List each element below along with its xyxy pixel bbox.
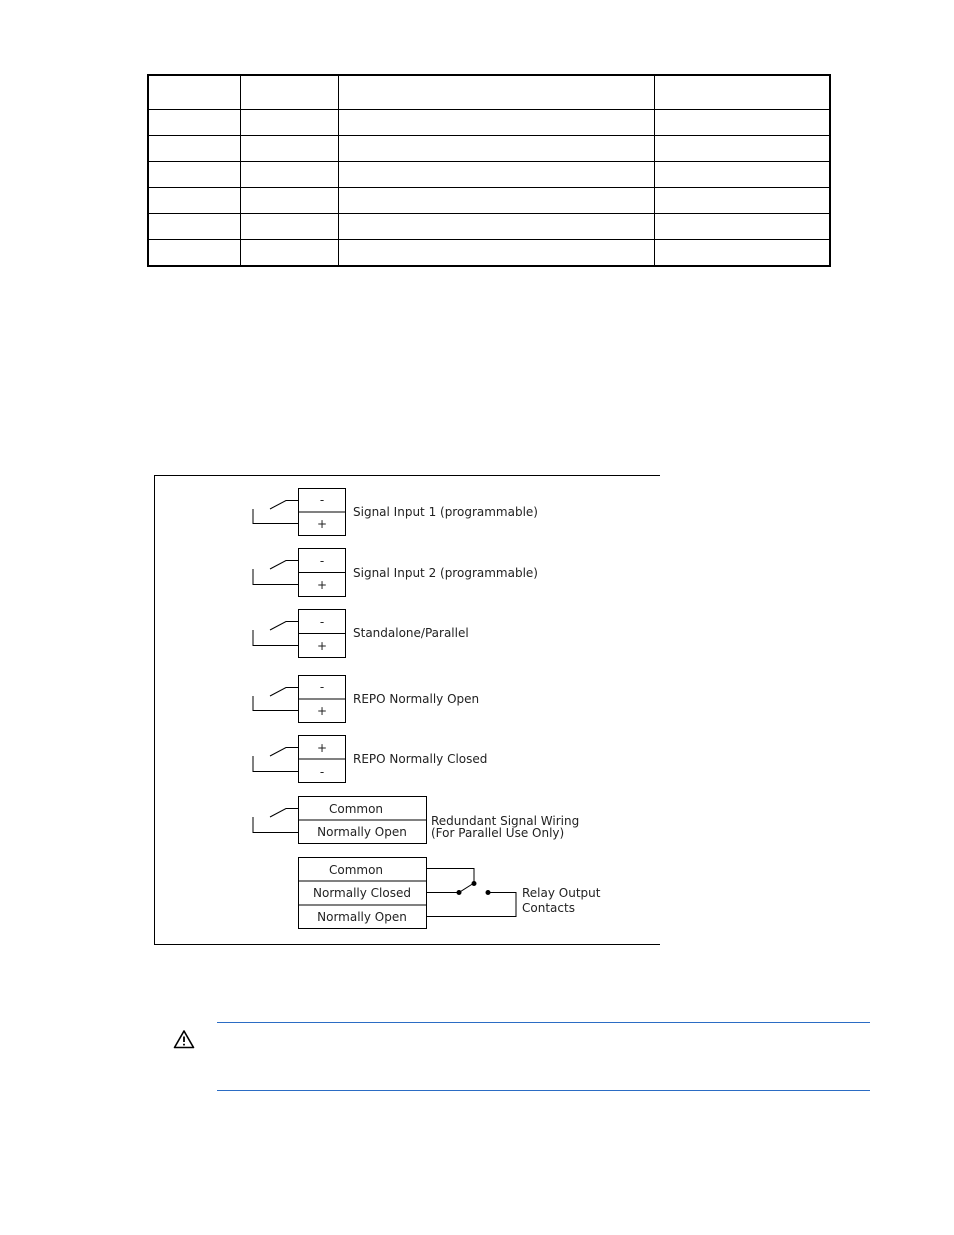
terminal-top-sign: -: [319, 615, 325, 629]
relay-normally-closed-label: Normally Closed: [313, 886, 411, 900]
terminal-label: Signal Input 1 (programmable): [353, 505, 538, 519]
relay-common-label: Common: [328, 863, 384, 877]
terminal-top-label: Common: [328, 802, 384, 816]
terminal-bottom-sign: +: [316, 517, 328, 531]
redundant-label-line1: Redundant Signal Wiring: [431, 814, 580, 828]
relay-normally-open-label: Normally Open: [317, 910, 407, 924]
diagram-frame: [155, 476, 661, 945]
terminal-top-sign: -: [319, 680, 325, 694]
redundant-label-line2: (For Parallel Use Only): [431, 826, 565, 840]
repo-normally-open-terminal: [253, 676, 479, 723]
terminal-label: REPO Normally Open: [353, 692, 480, 706]
redundant-signal-terminal: [253, 797, 579, 844]
terminal-bottom-sign: +: [316, 578, 328, 592]
terminal-top-sign: +: [316, 741, 328, 755]
relay-label-line2: Contacts: [522, 901, 575, 915]
terminal-label: Signal Input 2 (programmable): [353, 566, 538, 580]
caution-top-rule: [217, 1022, 870, 1023]
warning-triangle-icon: [173, 1029, 195, 1049]
relay-output-terminal: [299, 858, 601, 929]
terminal-bottom-label: Normally Open: [317, 825, 407, 839]
terminal-label: Standalone/Parallel: [353, 626, 469, 640]
terminal-bottom-sign: +: [316, 639, 328, 653]
signal-input-1-terminal: [253, 489, 538, 536]
repo-normally-closed-terminal: [253, 736, 487, 783]
caution-bottom-rule: [217, 1090, 870, 1091]
terminal-top-sign: -: [319, 554, 325, 568]
standalone-parallel-terminal: [253, 610, 469, 658]
terminal-bottom-sign: -: [319, 765, 325, 779]
terminal-bottom-sign: +: [316, 704, 328, 718]
terminal-top-sign: -: [319, 493, 325, 507]
relay-label-line1: Relay Output: [522, 886, 601, 900]
terminal-label: REPO Normally Closed: [353, 752, 488, 766]
signal-input-2-terminal: [253, 549, 538, 597]
